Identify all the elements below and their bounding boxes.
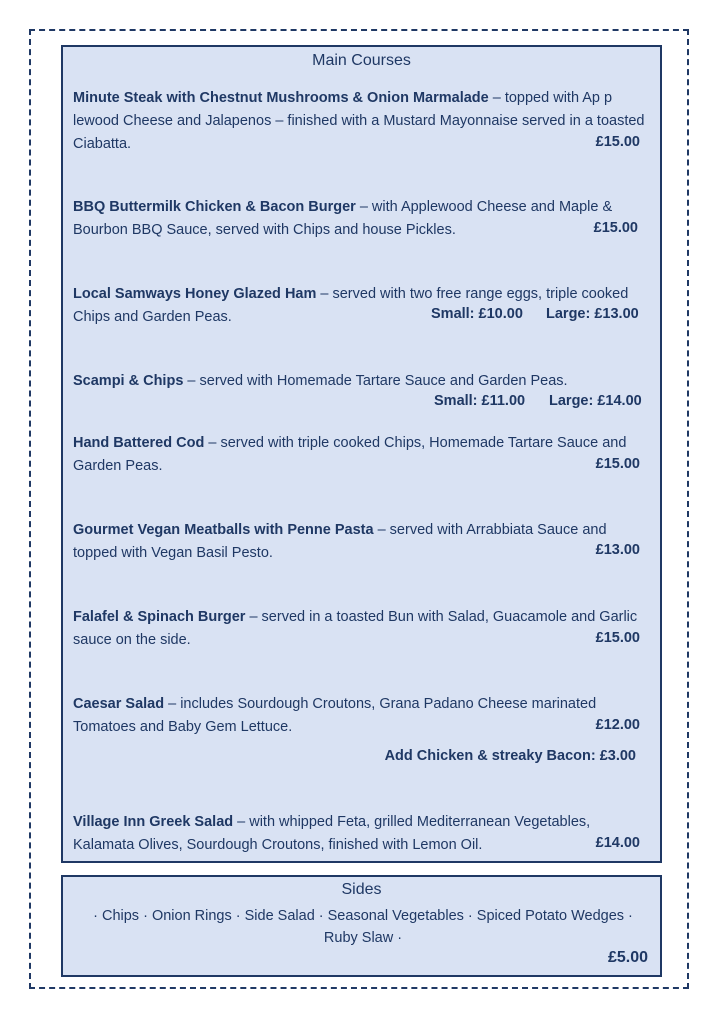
item-price: £15.00 <box>595 456 640 472</box>
item-description: – served with Homemade Tartare Sauce and Garden Peas. <box>183 373 568 389</box>
item-description: – with whipped Feta, grilled Mediterranean Vegetables, Kalamata Olives, Sourdough Croutons, finished with Lemon Oil. <box>73 814 591 853</box>
item-description: – topped with Ap p lewood Cheese and Jalapenos – finished with a Mustard Mayonnaise served in a toasted Ciabatta. <box>73 90 645 152</box>
item-description: – includes Sourdough Croutons, Grana Padano Cheese marinated Tomatoes and Baby Gem Lettuce. <box>73 696 597 735</box>
item-name: Village Inn Greek Salad <box>73 814 234 830</box>
item-name: Gourmet Vegan Meatballs with Penne Pasta <box>73 522 374 538</box>
menu-item-bbq-burger <box>73 196 653 242</box>
item-description: – served with two free range eggs, triple cooked Chips and Garden Peas. <box>73 286 629 325</box>
menu-item-cod <box>73 432 653 478</box>
sides-list: · Chips · Onion Rings · Side Salad · Seasonal Vegetables · Spiced Potato Wedges · Ruby Slaw · <box>93 908 633 946</box>
item-price: £14.00 <box>595 835 640 851</box>
sides-title: Sides <box>341 881 382 898</box>
item-description: – with Applewood Cheese and Maple & Bourbon BBQ Sauce, served with Chips and house Pickles. <box>73 199 613 238</box>
sides-price: £5.00 <box>607 949 648 966</box>
menu-item-greek-salad <box>73 811 653 857</box>
item-name: Scampi & Chips <box>73 373 184 389</box>
item-price: £15.00 <box>595 630 640 646</box>
item-price-large: Large: £14.00 <box>549 393 642 409</box>
item-name: Caesar Salad <box>73 696 165 712</box>
menu-item-minute-steak <box>73 87 653 156</box>
item-price-small: Small: £11.00 <box>434 393 526 409</box>
main-courses-panel <box>61 45 662 863</box>
item-price: £13.00 <box>595 542 640 558</box>
item-description: – served with Arrabbiata Sauce and topped with Vegan Basil Pesto. <box>73 522 607 561</box>
menu-item-vegan-meatballs <box>73 519 653 565</box>
item-price: £15.00 <box>595 134 640 150</box>
item-name: Falafel & Spinach Burger <box>73 609 246 625</box>
item-name: Local Samways Honey Glazed Ham <box>73 286 317 302</box>
item-price: £15.00 <box>593 220 638 236</box>
item-price-small: Small: £10.00 <box>431 306 523 322</box>
item-price: £12.00 <box>595 717 640 733</box>
item-addon: Add Chicken & streaky Bacon: £3.00 <box>384 748 636 764</box>
item-description: – served in a toasted Bun with Salad, Guacamole and Garlic sauce on the side. <box>73 609 638 648</box>
item-name: Hand Battered Cod <box>73 435 205 451</box>
item-price-large: Large: £13.00 <box>546 306 639 322</box>
menu-item-scampi <box>73 370 653 393</box>
item-description: – served with triple cooked Chips, Homemade Tartare Sauce and Garden Peas. <box>73 435 627 474</box>
menu-item-falafel-burger <box>73 606 653 652</box>
main-courses-title: Main Courses <box>312 52 411 69</box>
item-name: Minute Steak with Chestnut Mushrooms & Onion Marmalade <box>73 90 489 106</box>
item-name: BBQ Buttermilk Chicken & Bacon Burger <box>73 199 356 215</box>
menu-item-caesar-salad <box>73 693 653 739</box>
sides-panel <box>61 875 662 977</box>
